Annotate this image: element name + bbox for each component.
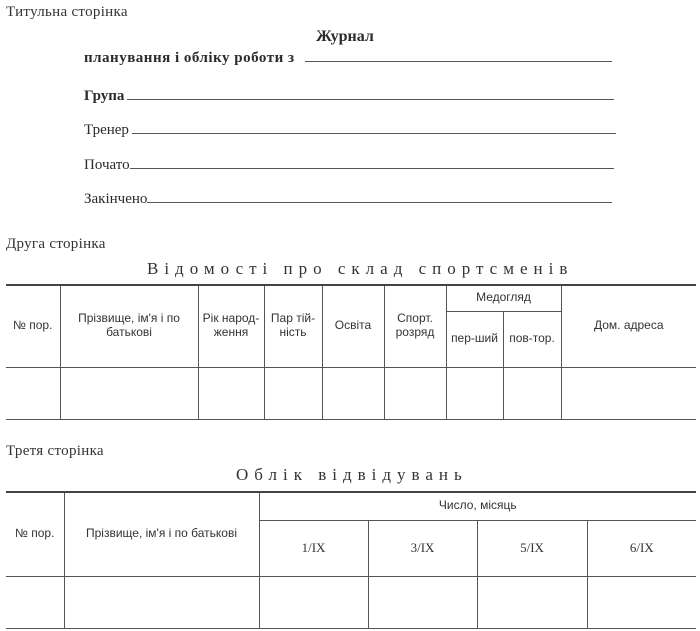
field-label: Група — [84, 88, 125, 104]
section-label-title-page: Титульна сторінка — [6, 4, 128, 20]
fill-line — [127, 98, 614, 100]
table-cell[interactable] — [322, 367, 384, 419]
table-cell[interactable] — [503, 367, 561, 419]
field-label: Тренер — [84, 122, 129, 138]
col-name: Прізвище, ім'я і по батькові — [60, 285, 198, 367]
col-name: Прізвище, ім'я і по батькові — [64, 492, 259, 576]
section-label-second-page: Друга сторінка — [6, 236, 106, 252]
col-sport-rank: Спорт. розряд — [384, 285, 446, 367]
table-cell[interactable] — [368, 576, 477, 628]
col-birth-year: Рік народ-ження — [198, 285, 264, 367]
fill-line — [130, 167, 614, 169]
col-date: 6/IX — [587, 520, 696, 576]
col-address: Дом. адреса — [561, 285, 696, 367]
field-label: планування і обліку роботи з — [84, 50, 295, 66]
col-medical-repeat: пов-тор. — [503, 311, 561, 367]
field-planning — [84, 50, 612, 67]
table-cell[interactable] — [477, 576, 587, 628]
table-cell[interactable] — [264, 367, 322, 419]
field-finished — [84, 191, 612, 208]
athletes-table — [6, 284, 696, 420]
col-date: 5/IX — [477, 520, 587, 576]
table-row — [6, 367, 696, 419]
table-cell[interactable] — [561, 367, 696, 419]
col-medical: Медогляд — [446, 285, 561, 311]
journal-title: Журнал — [316, 28, 374, 45]
table-cell[interactable] — [6, 367, 60, 419]
col-date: 3/IX — [368, 520, 477, 576]
field-label: Закінчено — [84, 191, 148, 207]
attendance-table — [6, 491, 696, 629]
table-cell[interactable] — [6, 576, 64, 628]
fill-line — [147, 201, 612, 203]
col-party: Пар тій-ність — [264, 285, 322, 367]
col-education: Освіта — [322, 285, 384, 367]
table-cell[interactable] — [446, 367, 503, 419]
col-number: № пор. — [6, 285, 60, 367]
fill-line — [132, 132, 616, 134]
table-cell[interactable] — [198, 367, 264, 419]
table-title-athletes: Відомості про склад спортсменів — [147, 259, 574, 278]
table-cell[interactable] — [60, 367, 198, 419]
fill-line — [305, 60, 613, 62]
table-cell[interactable] — [587, 576, 696, 628]
field-label: Почато — [84, 157, 130, 173]
table-title-attendance: Облік відвідувань — [236, 465, 468, 484]
table-cell[interactable] — [64, 576, 259, 628]
field-started — [84, 157, 614, 174]
field-trainer — [84, 122, 616, 139]
field-group — [84, 88, 614, 105]
col-date-header: Число, місяць — [259, 492, 696, 520]
table-cell[interactable] — [259, 576, 368, 628]
table-row — [6, 576, 696, 628]
col-date: 1/IX — [259, 520, 368, 576]
col-number: № пор. — [6, 492, 64, 576]
section-label-third-page: Третя сторінка — [6, 443, 104, 459]
table-cell[interactable] — [384, 367, 446, 419]
col-medical-first: пер-ший — [446, 311, 503, 367]
